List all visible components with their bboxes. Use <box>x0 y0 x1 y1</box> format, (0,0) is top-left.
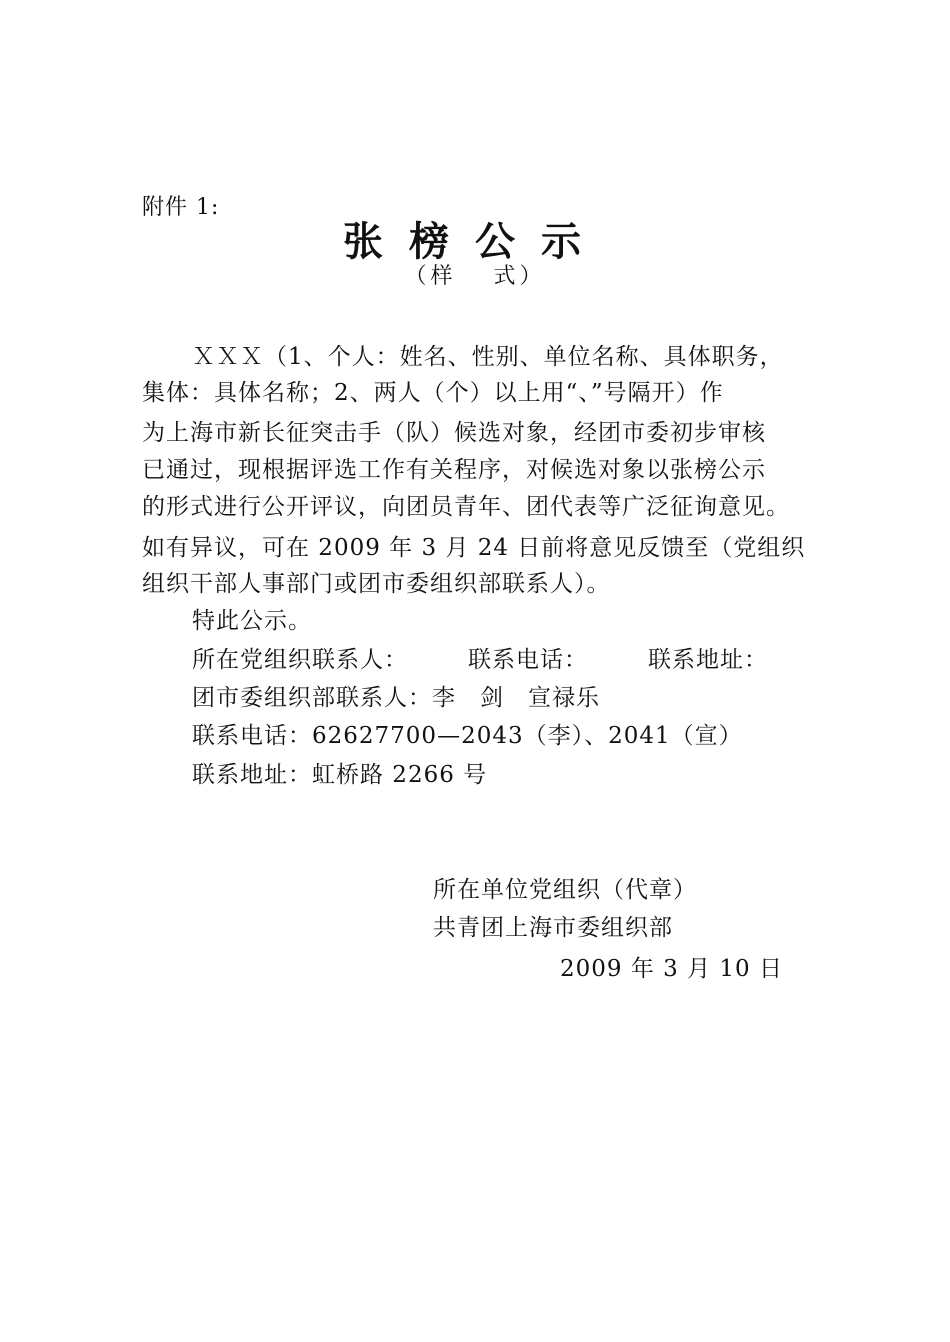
signature-date: 2009 年 3 月 10 日 <box>560 956 783 982</box>
body-line-4: 已通过，现根据评选工作有关程序，对候选对象以张榜公示 <box>142 457 766 483</box>
party-contact-line <box>192 645 768 675</box>
body-line-7: 组织干部人事部门或团市委组织部联系人）。 <box>142 571 611 597</box>
party-contact-person-label: 所在党组织联系人： <box>192 647 408 673</box>
party-contact-phone-label: 联系电话： <box>468 647 588 673</box>
body-line-6: 如有异议，可在 2009 年 3 月 24 日前将意见反馈至（党组织 <box>142 535 806 561</box>
page-subtitle: （样 式） <box>404 264 546 289</box>
body-line-2: 集体：具体名称；2、两人（个）以上用“、”号隔开）作 <box>142 380 724 406</box>
body-line-3: 为上海市新长征突击手（队）候选对象，经团市委初步审核 <box>142 420 766 446</box>
page-title: 张榜公示 <box>343 218 607 265</box>
body-line-5: 的形式进行公开评议，向团员青年、团代表等广泛征询意见。 <box>142 494 790 520</box>
signature-org-2: 共青团上海市委组织部 <box>433 915 673 941</box>
league-phone-line: 联系电话：62627700—2043（李）、2041（宣） <box>192 723 743 749</box>
body-line-1: ＸＸＸ（1、个人：姓名、性别、单位名称、具体职务， <box>192 344 784 370</box>
announce-line: 特此公示。 <box>192 608 312 634</box>
attachment-label: 附件 1: <box>142 195 220 220</box>
league-address-line: 联系地址：虹桥路 2266 号 <box>192 762 488 788</box>
party-contact-address-label: 联系地址： <box>648 647 768 673</box>
league-contact-line: 团市委组织部联系人：李 剑 宣禄乐 <box>192 685 600 711</box>
signature-org-1: 所在单位党组织（代章） <box>433 877 697 903</box>
